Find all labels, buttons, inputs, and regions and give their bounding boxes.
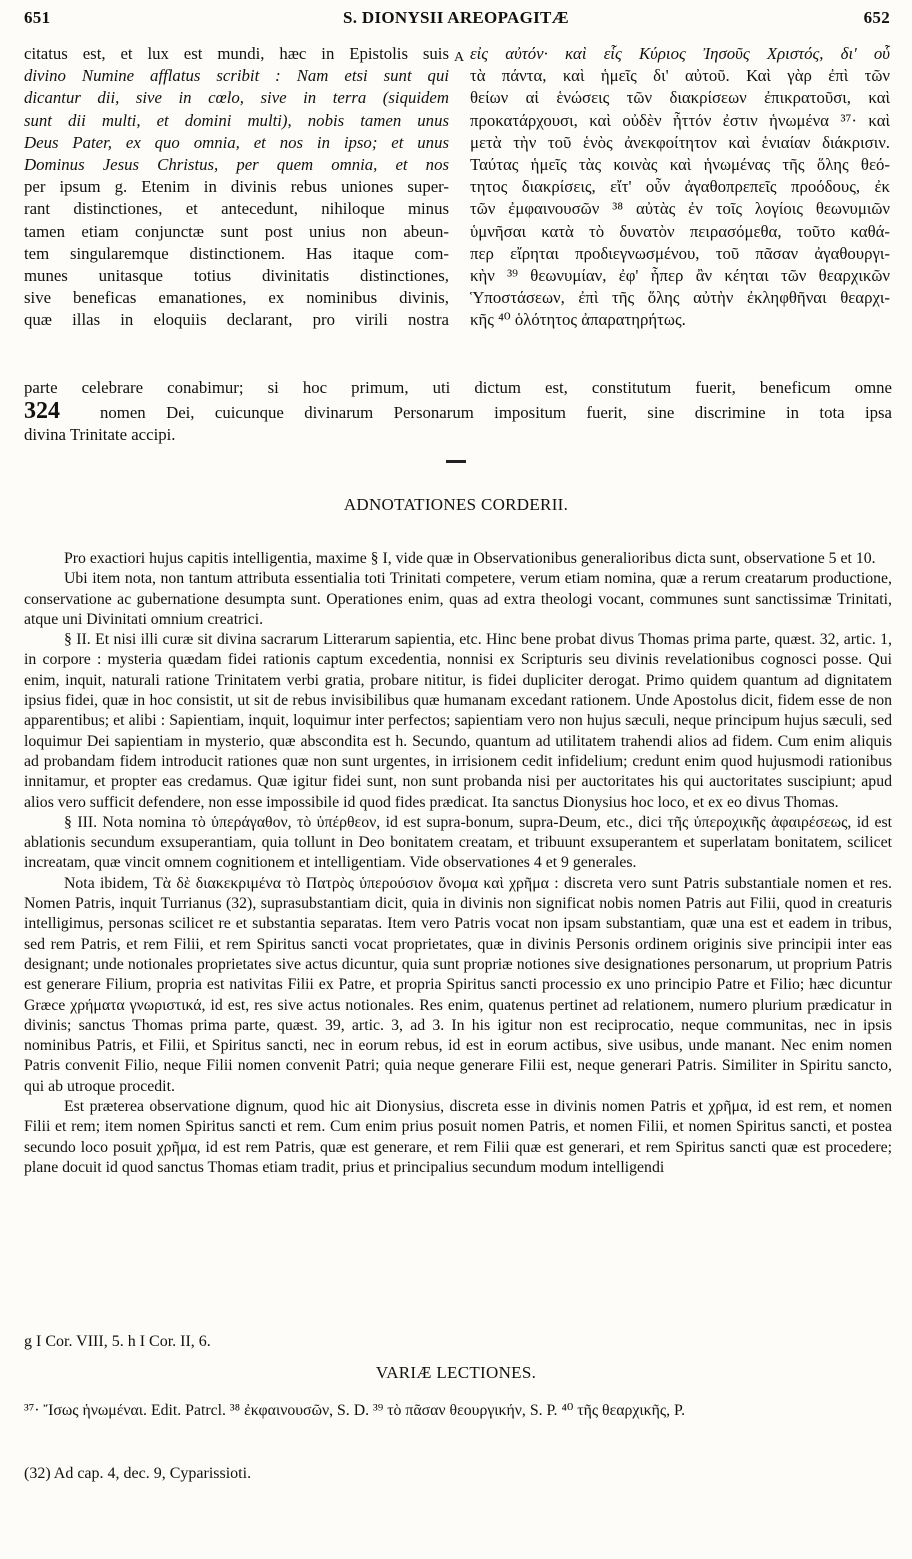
latin-line: tamen etiam conjunctæ sunt post unius non abeun- <box>24 221 449 241</box>
variae-heading: VARIÆ LECTIONES. <box>375 1363 537 1382</box>
annotation-paragraph: § II. Et nisi illi curæ sit divina sacrarum Litterarum sapientia, etc. Hinc bene probat divus Thomas prima parte, quæst. 32, artic. 1, in corpore : mysteria quædam fidei rationis captum excedentia, nonnisi ex Scripturis seu divinis revelationibus cognosci posse. Qui enim, inquit, naturali ratione Trinitatem verbi gratia, probare nititur, is fidei dupliciter derogat. Primo quidem quantum ad dignitatem ipsius fidei, quæ in hoc consistit, ut sit de rebus invisibilibus quæ humanam excedant rationem. Unde Apostolus dicit, fidem esse de non apparentibus; et alibi : Sapientiam, inquit, loquimur inter perfectos; sapientiam vero non hujus sæculi, neque principum hujus sæculi, sed loquimur Dei sapientiam in mysterio, quæ abscondita est h. Secundo, quantum ad utilitatem trahendi alios ad fidem. Cum enim aliquis ad probandam fidem introducit rationes quæ non sunt urgentes, in irrisionem cedit infidelium; credunt enim quod hujusmodi rationibus innitamur, et propter eas credamus. Quæ igitur fidei sunt, non sunt probanda nisi per auctoritates his qui auctoritates suscipiunt; apud alios vero sufficit defendere, non esse impossibile id quod fides prædicat. Ita sanctus Dionysius hoc loco, et ex eo divus Thomas. <box>24 631 892 811</box>
annotation-paragraph: Est præterea observatione dignum, quod hic ait Dionysius, discreta esse in divinis nomen Patris et χρῆμα, id est rem, et nomen Filii et rem; item nomen Spiritus sancti et rem. Cum enim prius posuit nomen Patris, et nomen Filii, et nomen Spiritus sancti, et postea secundo loco posuit χρῆμα, id est rem Patris, quæ est generare, et rem Filii quæ est generari, et rem Spiritus sancti quæ est procedere; plane docuit id quod sanctus Thomas etiam tradit, prius et principalius secundum modum intelligendi <box>24 1098 892 1176</box>
latin-line: dicantur dii, sive in cœlo, sive in terra (siquidem <box>24 88 449 108</box>
full-width-text-2 <box>100 402 892 424</box>
column-marker: A <box>454 50 465 65</box>
footnote-references: g I Cor. VIII, 5. h I Cor. II, 6. <box>24 1333 211 1350</box>
greek-line: Ὑποστάσεων, ἐπὶ τῆς ὅλης αὐτὴν ἐκληφθῆναι θεαρχι- <box>470 288 890 308</box>
latin-line: Deus Pater, ex quo omnia, et nos in ipso; et unus <box>24 132 449 152</box>
greek-line: εἰς αὐτόν· καὶ εἷς Κύριος Ἰησοῦς Χριστός, δι' οὗ <box>470 44 890 63</box>
full-width-text <box>24 377 892 399</box>
annotation-paragraph: Nota ibidem, Τὰ δὲ διακεκριμένα τὸ Πατρὸς ὑπερούσιον ὄνομα καὶ χρῆμα : discreta vero sunt Patris substantiale nomen et res. Nomen Patris, inquit Turrianus (32), suprasubstantiam dicit, quia in divinis non significat nobis nomen Patris aut Filii, quod in creaturis intelligimus, personas scilicet re et substantia separatas. Item vero Patris vocat non ipsam substantiam, quæ una est et eadem in tribus, sed rem Patris, et rem Filii, et rem Spiritus sancti vocat proprietates, quæ in divinis Personis ordinem originis sive principii inter eas designant; unde notionales proprietates sive actus dicuntur, quia sunt propriæ notiones sive designationes personarum, ut proprium Patris est generare Filium, propria est nativitas Filii ex Patre, et propria Spiritus sancti processio ex uno principio Patre et Filio; hæc dicuntur Græce χρήματα γνωριστικά, id est, res sive actus notionales. Res enim, quatenus pertinet ad relationem, numero plurium prædicatur in divinis; sanctus Thomas prima parte, quæst. 39, artic. 3, ad 3. In his igitur non est reciprocatio, neque communitas, nec in ipsis nominibus Patris, et Filii, et Spiritus sancti, nec in eorum rebus, id est in eorum actibus, sive usibus, unde manant. Nec enim nomen Patris convenit Filio, neque Filii nomen convenit Patri; quia neque generare Filii est, neque generari Patris. Similiter in Spiritu sancto, qui ab utroque procedit. <box>24 874 892 1095</box>
greek-line: τητος διακρίσεις, εἴτ' οὖν ἀγαθοπρεπεῖς προόδους, ἐκ <box>470 177 890 197</box>
latin-column <box>24 43 449 331</box>
greek-line: θείων αἱ ἑνώσεις τῶν διακρίσεων ἐπικρατοῦσι, καὶ <box>470 88 890 108</box>
full-line: divina Trinitate accipi. <box>24 425 176 444</box>
greek-line: τῶν ἐμφαινουσῶν ³⁸ αὐτὰς ἐν τοῖς λογίοις θεωνυμιῶν <box>470 199 890 219</box>
right-page-number: 652 <box>863 8 890 27</box>
greek-line: μετὰ τὴν τοῦ ἑνὸς ἀνεκφοίτητον καὶ ἑνιαίαν διάκρισιν. <box>470 132 890 152</box>
bottom-note: (32) Ad cap. 4, dec. 9, Cyparissioti. <box>24 1465 252 1482</box>
column-number-label: 324 <box>24 398 60 424</box>
latin-line: sunt dii multi, et domini multi), nobis tamen unus <box>24 110 449 130</box>
annotations-body <box>24 549 892 1178</box>
latin-line: divino Numine afflatus scribit : Nam etsi sunt qui <box>24 66 449 86</box>
latin-line: Dominus Jesus Christus, per quem omnia, et nos <box>24 154 449 174</box>
greek-line: κῆς ⁴⁰ ὁλότητος ἀπαρατηρήτως. <box>470 310 686 330</box>
latin-line: rant distinctiones, et antecedunt, nihiloque minus <box>24 199 449 219</box>
latin-line: sive beneficas emanationes, ex nominibus divinis, <box>24 288 449 308</box>
left-page-number: 651 <box>24 8 51 27</box>
running-title: S. DIONYSII AREOPAGITÆ <box>343 8 569 27</box>
latin-line: quæ illas in eloquiis declarant, pro virili nostra <box>24 310 449 330</box>
greek-line: κὴν ³⁹ θεωνυμίαν, ἐφ' ἧπερ ἂν κέηται τῶν θεαρχικῶν <box>470 265 890 285</box>
annotations-heading: ADNOTATIONES CORDERII. <box>343 495 569 514</box>
variae-lectiones: ³⁷· Ἴσως ἡνωμέναι. Edit. Patrcl. ³⁸ ἐκφαινουσῶν, S. D. ³⁹ τὸ πᾶσαν θεουργικήν, S. P. ⁴⁰ τῆς θεαρχικῆς, P. <box>24 1402 686 1419</box>
annotation-paragraph: § III. Nota nomina τὸ ὑπεράγαθον, τὸ ὑπέρθεον, id est supra-bonum, supra-Deum, etc., dici τῆς ὑπεροχικῆς ἀφαιρέσεως, id est ablationis secundum exsuperantiam, quia tollunt in Deo bonitatem creatam, et tribuunt exsuperantem et superlatam bonitatem, scilicet increatam, quæ vincit omnem cognitionem et intelligentiam. Vide observationes 4 et 9 generales. <box>24 813 892 872</box>
latin-line: citatus est, et lux est mundi, hæc in Epistolis suis <box>24 44 449 63</box>
greek-line: προκατάρχουσι, καὶ οὐδὲν ἧττόν ἐστιν ἡνωμένα ³⁷· καὶ <box>470 110 890 130</box>
column-number <box>24 398 92 425</box>
full-line: parte celebrare conabimur; si hoc primum, uti dictum est, constitutum fuerit, beneficum omne <box>24 378 892 397</box>
full-line: nomen Dei, cuicunque divinarum Personarum impositum fuerit, sine discrimine in tota ipsa <box>100 403 892 422</box>
annotation-paragraph: Ubi item nota, non tantum attributa essentialia toti Trinitati competere, verum etiam nomina, quæ a rerum creatarum productione, conservatione ac gubernatione desumpta sunt. Operationes enim, quas ad extra theologi vocant, communes sunt sanctissimæ Trinitati, atque uni Divinitati omnium creatrici. <box>24 570 892 628</box>
greek-line: περ εἴρηται προδιεγνωσμένου, τοῦ πᾶσαν ἀγαθουργι- <box>470 243 890 263</box>
greek-line: τὰ πάντα, καὶ ἡμεῖς δι' αὐτοῦ. Καὶ γὰρ ἐπὶ τῶν <box>470 66 890 86</box>
latin-line: munes unitasque totius divinitatis distinctiones, <box>24 265 449 285</box>
latin-line: tem singularemque distinctionem. Has itaque com- <box>24 243 449 263</box>
greek-column <box>470 43 890 331</box>
full-width-text-3 <box>24 424 892 446</box>
section-divider <box>446 460 466 463</box>
annotation-paragraph: Pro exactiori hujus capitis intelligentia, maxime § I, vide quæ in Observationibus generalioribus dicta sunt, observatione 5 et 10. <box>64 550 876 567</box>
latin-line: per ipsum g. Etenim in divinis rebus uniones super- <box>24 177 449 197</box>
greek-line: Ταύτας ἡμεῖς τὰς κοινὰς καὶ ἡνωμένας τῆς ὅλης θεό- <box>470 154 890 174</box>
greek-line: ὑμνῆσαι κατὰ τὸ δυνατὸν πειρασόμεθα, τοῦτο καθά- <box>470 221 890 241</box>
